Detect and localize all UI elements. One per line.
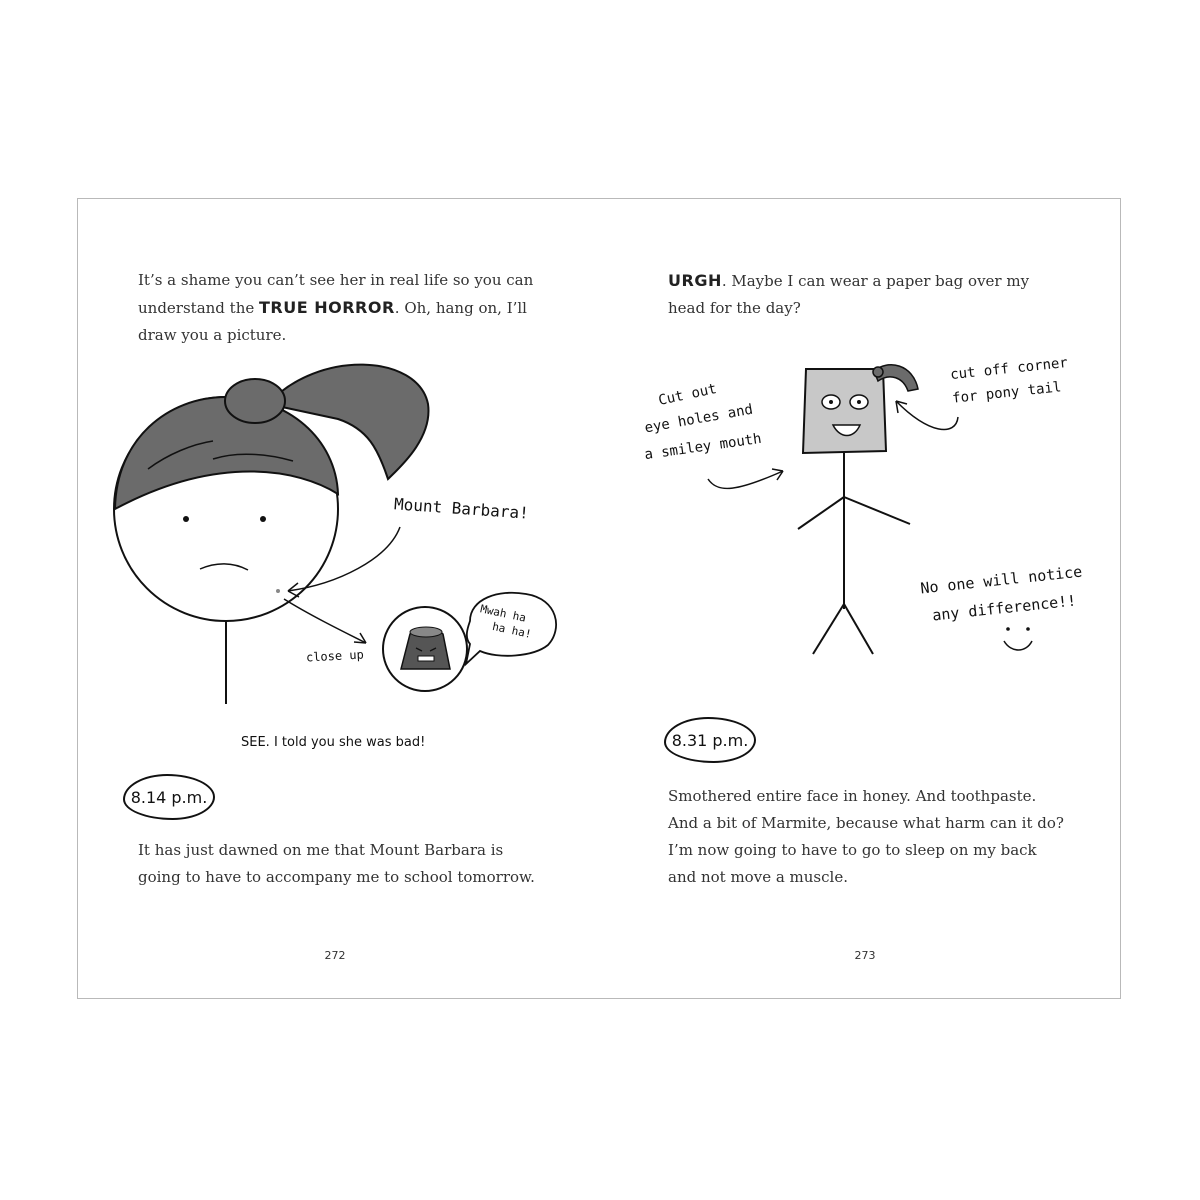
urgh-emphasis: URGH [668,271,722,290]
right-paragraph-2: Smothered entire face in honey. And toothpaste. And a bit of Marmite, because what harm can it do? I’m now going to have to go to sleep on my back and not move a muscle. [668,787,1064,886]
right-paragraph-1: URGH. Maybe I can wear a paper bag over my head for the day? [668,271,1030,317]
left-eye [183,516,189,522]
book-spread [77,198,1121,999]
true-horror-emphasis: TRUE HORROR [259,298,395,317]
illustration-caption: SEE. I told you she was bad! [241,735,426,750]
closeup-label: close up [305,647,365,665]
left-paragraph-1: It’s a shame you can’t see her in real life so you can understand the TRUE HORROR. Oh, hang on, I’ll draw you a picture. [138,271,534,344]
hair-bun [225,379,285,423]
page-number-right: 273 [854,949,876,962]
notice-label-line1: No one will notice [919,562,1084,598]
corner-label-line2: for pony tail [951,379,1063,407]
spot [276,589,280,593]
notice-label-line2: any difference!! [931,591,1078,625]
paper-bag [803,369,886,453]
eyeholes-label-line2: eye holes and [643,401,755,437]
page-number-left: 272 [324,949,346,962]
bubble-text-line2: ha ha! [491,620,533,641]
eyeholes-label-line1: Cut out [656,381,719,409]
bubble-text-line1: Mwah ha [479,602,528,625]
corner-label-line1: cut off corner [949,354,1069,384]
time-badge-right: 8.31 p.m. [664,717,756,763]
mount-barbara-label: Mount Barbara! [393,494,530,523]
girl-illustration [98,359,578,719]
right-eye [260,516,266,522]
time-badge-left: 8.14 p.m. [123,774,215,820]
eyeholes-label-line3: a smiley mouth [643,430,763,464]
left-paragraph-2: It has just dawned on me that Mount Barbara is going to have to accompany me to school tomorrow. [138,841,535,886]
